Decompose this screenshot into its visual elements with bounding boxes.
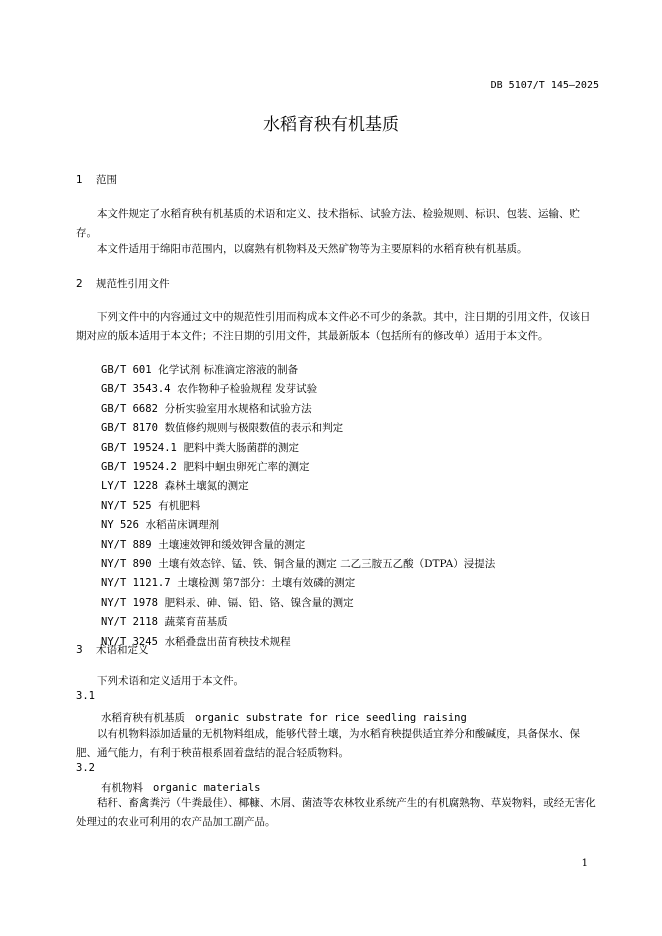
- reference-item: [101, 440, 299, 455]
- reference-name: 土壤有效态锌、锰、铁、铜含量的测定 二乙三胺五乙酸（DTPA）浸提法: [158, 558, 496, 570]
- reference-item: [101, 537, 305, 552]
- reference-item: [101, 498, 200, 513]
- reference-name: 土壤速效钾和缓效钾含量的测定: [158, 538, 306, 551]
- reference-code: NY/T 889: [101, 538, 152, 551]
- paragraph: 下列术语和定义适用于本文件。: [97, 675, 244, 687]
- reference-name: 分析实验室用水规格和试验方法: [164, 402, 312, 415]
- paragraph: 下列文件中的内容通过文中的规范性引用而构成本文件必不可少的条款。其中，注日期的引用文件，仅该日期对应的版本适用于本文件；不注日期的引用文件，其最新版本（包括所有的修改单）适用于本文件。: [76, 311, 591, 342]
- page-number: 1: [581, 858, 588, 869]
- reference-code: NY/T 890: [101, 558, 152, 570]
- reference-name: 肥料中蛔虫卵死亡率的测定: [183, 461, 310, 473]
- reference-item: [101, 362, 298, 377]
- section-heading-scope: [76, 172, 117, 187]
- reference-code: GB/T 8170: [101, 422, 158, 435]
- reference-item: [101, 556, 495, 571]
- reference-code: NY/T 2118: [101, 616, 158, 629]
- term-definition: 秸秆、畜禽粪污（牛粪最佳）、椰糠、木屑、菌渣等农林牧业系统产生的有机腐熟物、草炭物料，或经无害化处理过的农业可利用的农产品加工副产品。: [76, 797, 596, 828]
- reference-code: NY/T 1121.7: [101, 577, 171, 590]
- term-number: 3.2: [76, 762, 95, 774]
- reference-code: NY/T 3245: [101, 635, 158, 648]
- term-chinese: 水稻育秧有机基质: [101, 712, 185, 724]
- reference-name: 农作物种子检验规程 发芽试验: [177, 383, 318, 396]
- reference-code: LY/T 1228: [101, 480, 158, 493]
- term-english: organic substrate for rice seedling raising: [195, 712, 467, 724]
- section-heading-terms: [76, 642, 149, 657]
- reference-code: GB/T 19524.1: [101, 441, 177, 454]
- section-number: 3: [76, 644, 83, 656]
- reference-code: GB/T 6682: [101, 402, 158, 415]
- reference-name: 数值修约规则与极限数值的表示和判定: [164, 422, 344, 435]
- reference-name: 肥料中粪大肠菌群的测定: [183, 441, 300, 454]
- reference-item: [101, 575, 355, 590]
- reference-code: NY/T 525: [101, 499, 152, 512]
- paragraph: 本文件规定了水稻育秧有机基质的术语和定义、技术指标、试验方法、检验规则、标识、包装、运输、贮存。: [76, 208, 580, 239]
- section-title: 术语和定义: [96, 644, 149, 656]
- reference-code: GB/T 19524.2: [101, 461, 177, 473]
- reference-code: NY 526: [101, 519, 139, 532]
- reference-name: 肥料汞、砷、镉、铅、铬、镍含量的测定: [164, 596, 354, 609]
- reference-code: GB/T 601: [101, 364, 152, 376]
- reference-name: 土壤检测 第7部分：土壤有效磷的测定: [177, 577, 356, 590]
- section-title: 范围: [96, 174, 117, 186]
- reference-name: 水稻叠盘出苗育秧技术规程: [164, 635, 291, 648]
- reference-item: [101, 459, 310, 474]
- reference-name: 化学试剂 标准滴定溶液的制备: [158, 364, 299, 376]
- reference-item: [101, 401, 312, 416]
- term-definition: 以有机物料添加适量的无机物料组成，能够代替土壤，为水稻育秧提供适宜养分和酸碱度，具备保水、保肥、通气能力，有利于秧苗根系固着盘结的混合轻质物料。: [76, 728, 580, 759]
- reference-name: 水稻苗床调理剂: [145, 519, 220, 532]
- reference-name: 蔬菜育苗基质: [164, 616, 228, 629]
- term-number: 3.1: [76, 690, 95, 702]
- reference-code: GB/T 3543.4: [101, 383, 171, 396]
- reference-item: [101, 420, 343, 435]
- reference-item: [101, 595, 354, 610]
- document-title: 水稻育秧有机基质: [263, 115, 399, 135]
- reference-name: 有机肥料: [158, 499, 201, 512]
- reference-item: [101, 517, 219, 532]
- reference-item: [101, 614, 228, 629]
- reference-item: [101, 478, 249, 493]
- section-heading-normative: [76, 276, 170, 291]
- document-code: DB 5107/T 145—2025: [490, 80, 599, 91]
- section-title: 规范性引用文件: [96, 278, 170, 290]
- term-entry: [101, 710, 467, 725]
- term-chinese: 有机物料: [101, 782, 143, 794]
- section-number: 1: [76, 174, 83, 186]
- term-english: organic materials: [153, 782, 261, 794]
- term-entry: [101, 780, 260, 795]
- reference-code: NY/T 1978: [101, 596, 158, 609]
- reference-item: [101, 381, 317, 396]
- section-number: 2: [76, 278, 83, 290]
- reference-name: 森林土壤氮的测定: [164, 480, 249, 493]
- paragraph: 本文件适用于绵阳市范围内，以腐熟有机物料及天然矿物等为主要原料的水稻育秧有机基质。: [97, 243, 528, 255]
